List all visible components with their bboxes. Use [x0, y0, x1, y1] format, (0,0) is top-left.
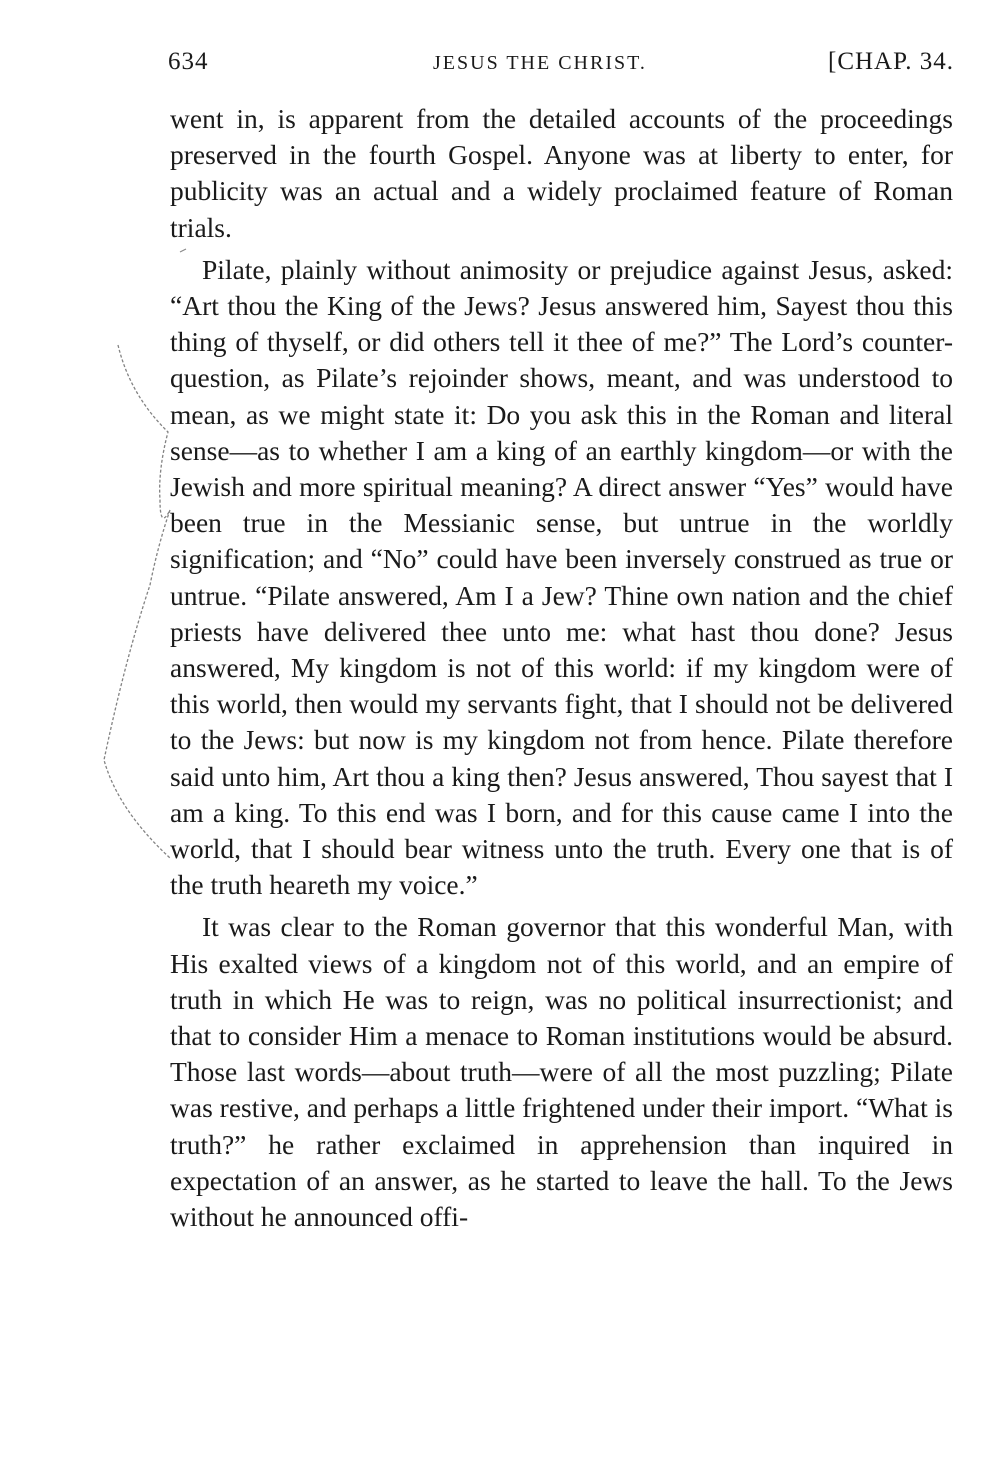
- paragraph-pilate-question: Pilate, plainly without animosity or prejudice against Jesus, asked: “Art thou the King of the Jews? Jesus answered him, Sayest thou this thing of thyself, or did others tell it thee of me?” The Lord’s counter-question, as Pilate’s rejoinder shows, meant, and was understood to mean, as we might state it: Do you ask this in the Roman and literal sense—as to whether I am a king of an earthly kingdom—or with the Jewish and more spiritual meaning? A direct answer “Yes” would have been true in the Messianic sense, but untrue in the worldly signification; and “No” could have been inversely construed as true or untrue. “Pilate answered, Am I a Jew? Thine own nation and the chief priests have delivered thee unto me: what hast thou done? Jesus answered, My kingdom is not of this world: if my kingdom were of this world, then would my servants fight, that I should not be delivered to the Jews: but now is my kingdom not from hence. Pilate therefore said unto him, Art thou a king then? Jesus answered, Thou sayest that I am a king. To this end was I born, and for this cause came I into the world, that I should bear witness unto the truth. Every one that is of the truth heareth my voice.”: [170, 253, 953, 901]
- page-number: 634: [168, 48, 209, 75]
- chapter-label: [CHAP. 34.: [828, 48, 954, 75]
- body-text: [170, 101, 953, 1241]
- running-title: JESUS THE CHRIST.: [433, 52, 647, 74]
- page-header: [168, 48, 954, 84]
- paragraph-roman-governor: It was clear to the Roman governor that this wonderful Man, with His exalted views of a kingdom not of this world, and an empire of truth in which He was to reign, was no political insurrectionist; and that to consider Him a menace to Roman institutions would be absurd. Those last words—about truth—were of all the most puzzling; Pilate was restive, and perhaps a little frightened under their import. “What is truth?” he rather exclaimed in apprehension than inquired in expectation of an answer, as he started to leave the hall. To the Jews without he announced offi-: [170, 911, 953, 1233]
- paragraph-continued: went in, is apparent from the detailed accounts of the proceedings preserved in the fourth Gospel. Anyone was at liberty to enter, for publicity was an actual and a widely proclaimed feature of Roman trials.: [170, 103, 953, 243]
